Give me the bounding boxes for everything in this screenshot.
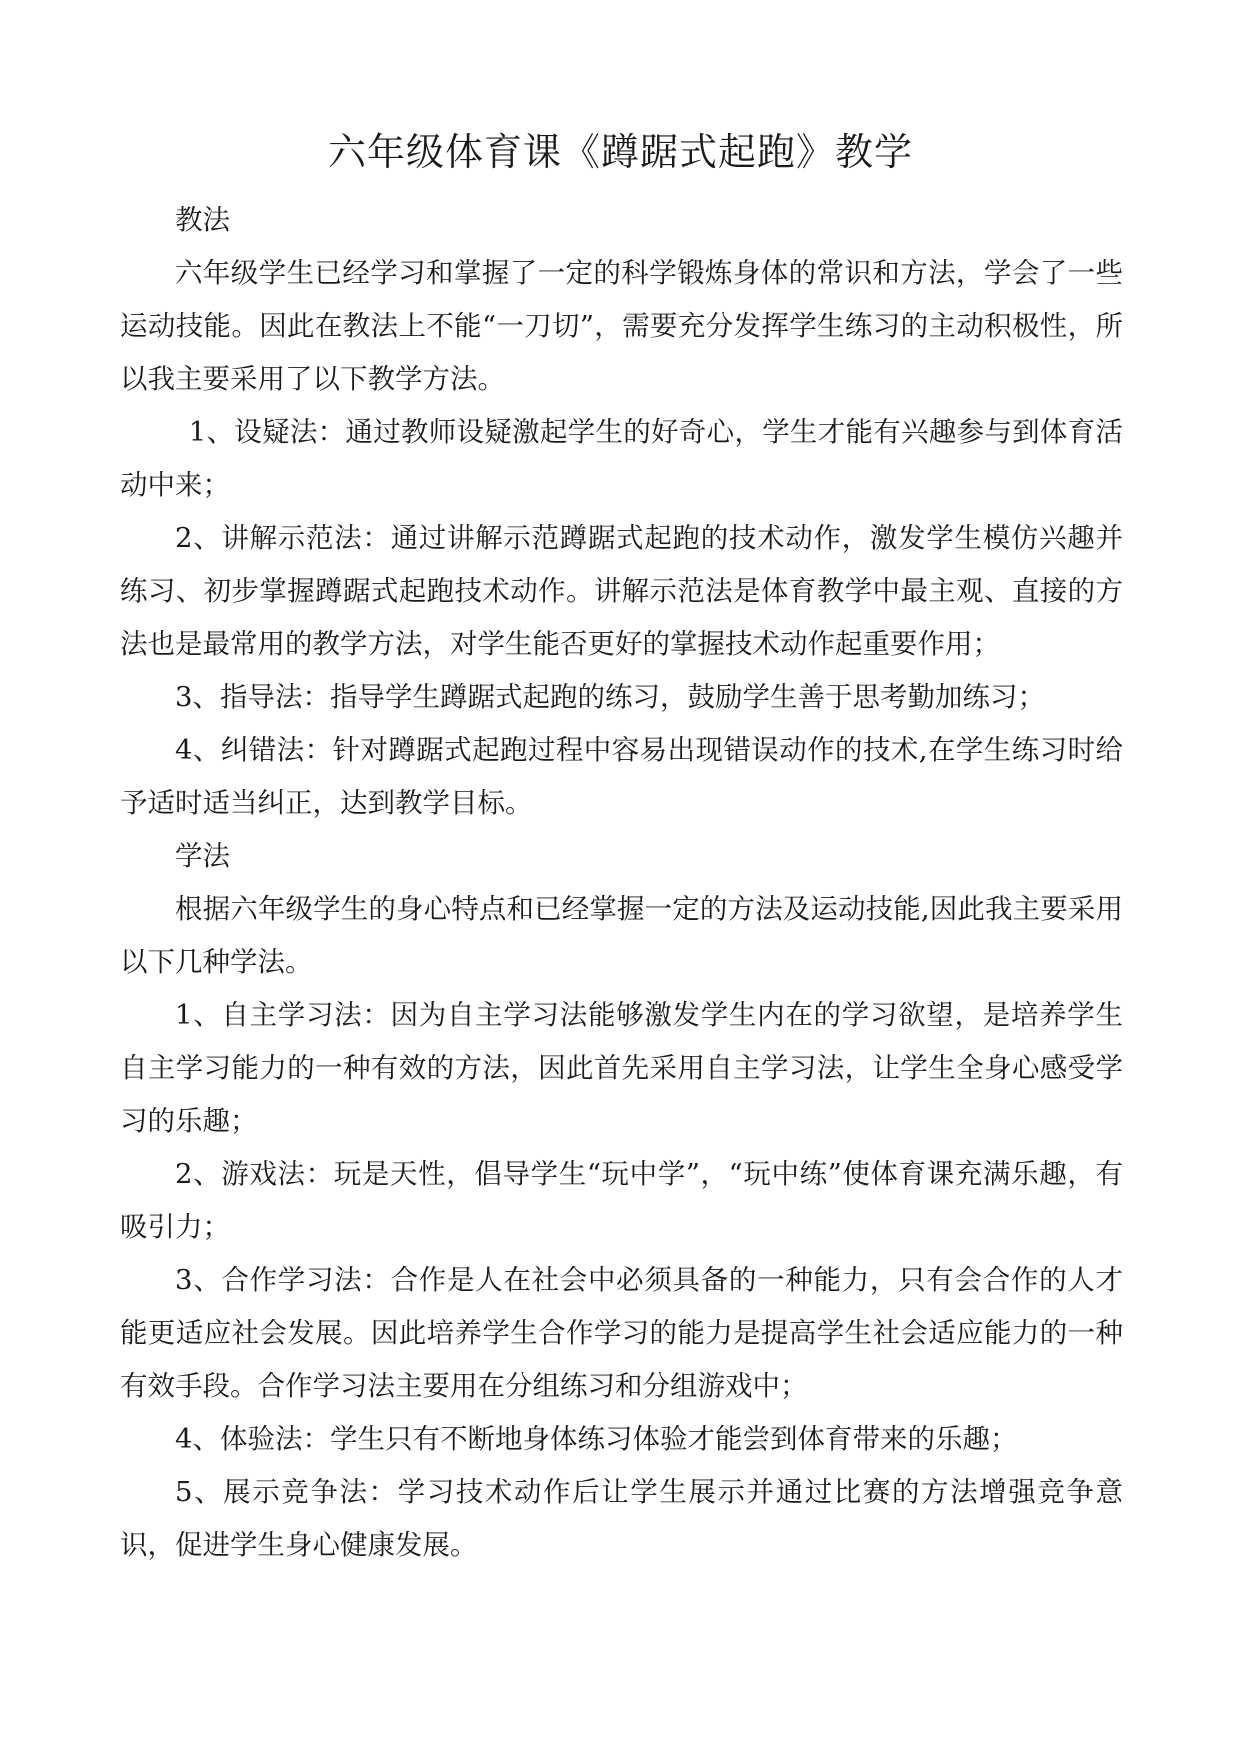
paragraph: 4、体验法：学生只有不断地身体练习体验才能尝到体育带来的乐趣； <box>175 1423 1018 1455</box>
paragraph: 根据六年级学生的身心特点和已经掌握一定的方法及运动技能,因此我主要采用以下几种学法。 <box>120 893 1123 978</box>
paragraph: 3、合作学习法：合作是人在社会中必须具备的一种能力，只有会合作的人才能更适应社会发展。因此培养学生合作学习的能力是提高学生社会适应能力的一种有效手段。合作学习法主要用在分组练习和分组游戏中； <box>120 1264 1123 1402</box>
paragraph: 六年级学生已经学习和掌握了一定的科学锻炼身体的常识和方法，学会了一些运动技能。因此在教法上不能“一刀切”，需要充分发挥学生练习的主动积极性，所以我主要采用了以下教学方法。 <box>120 257 1123 395</box>
paragraph: 2、讲解示范法：通过讲解示范蹲踞式起跑的技术动作，激发学生模仿兴趣并练习、初步掌握蹲踞式起跑技术动作。讲解示范法是体育教学中最主观、直接的方法也是最常用的教学方法，对学生能否更好的掌握技术动作起重要作用； <box>120 522 1123 660</box>
paragraph: 2、游戏法：玩是天性，倡导学生“玩中学”，“玩中练”使体育课充满乐趣，有吸引力； <box>120 1158 1123 1243</box>
paragraph: 4、纠错法：针对蹲踞式起跑过程中容易出现错误动作的技术,在学生练习时给予适时适当纠正，达到教学目标。 <box>120 734 1123 819</box>
paragraph: 1、自主学习法：因为自主学习法能够激发学生内在的学习欲望，是培养学生自主学习能力的一种有效的方法，因此首先采用自主学习法，让学生全身心感受学习的乐趣； <box>120 999 1123 1137</box>
document-title: 六年级体育课《蹲踞式起跑》教学 <box>327 130 913 174</box>
paragraph: 3、指导法：指导学生蹲踞式起跑的练习，鼓励学生善于思考勤加练习； <box>175 681 1045 713</box>
section-heading-learning-method: 学法 <box>175 840 230 872</box>
paragraph: 1、设疑法：通过教师设疑激起学生的好奇心，学生才能有兴趣参与到体育活动中来； <box>120 416 1123 501</box>
paragraph: 5、展示竞争法：学习技术动作后让学生展示并通过比赛的方法增强竞争意识，促进学生身心健康发展。 <box>120 1476 1123 1561</box>
document-body <box>120 194 1123 1572</box>
section-heading-teaching-method: 教法 <box>175 204 230 236</box>
